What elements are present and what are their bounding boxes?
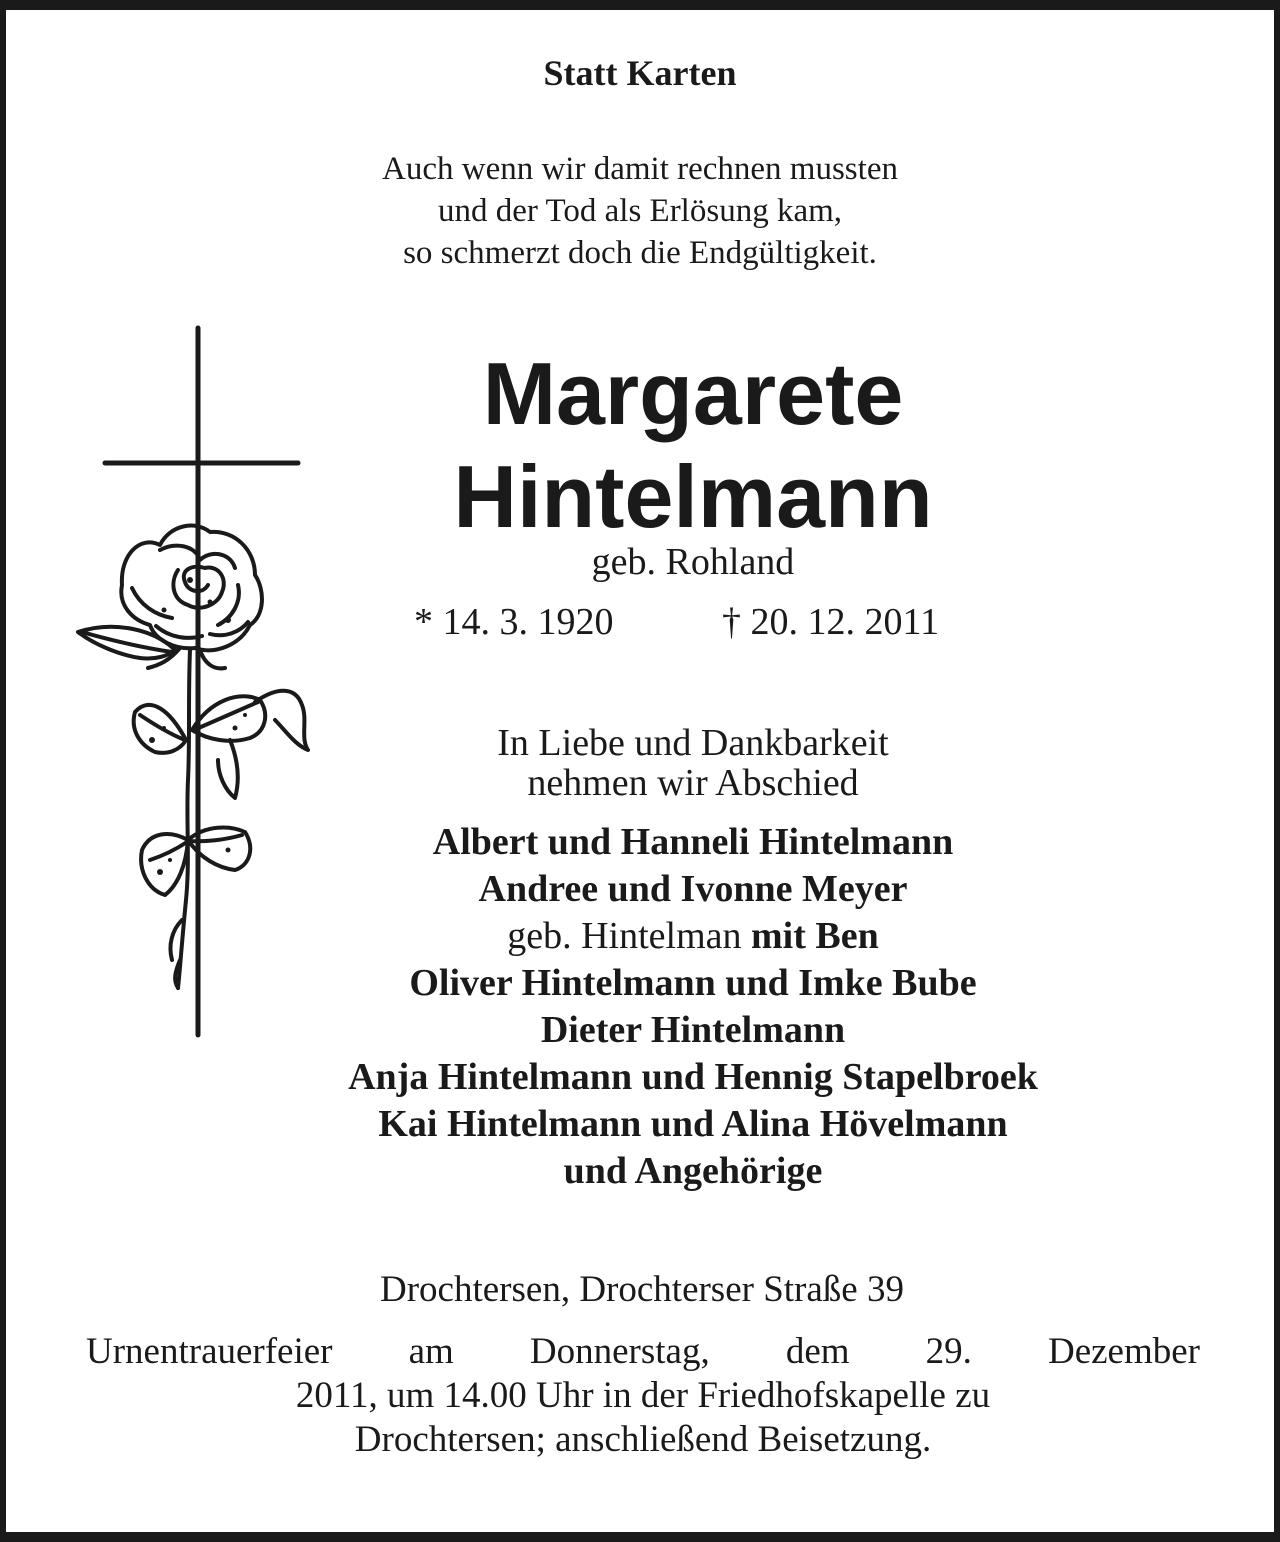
service-info [86,1330,1200,1462]
service-line-2: 2011, um 14.00 Uhr in der Friedhofskapelle zu [295,1375,991,1416]
mourner-line-3-plain: geb. Hintelman [507,915,742,957]
deceased-first-name: Margarete [482,344,904,443]
birth-name: geb. Rohland [591,541,795,583]
farewell-line-2: nehmen wir Abschied [527,762,859,804]
birth-date: * 14. 3. 1920 [414,601,614,643]
notice-header: Statt Karten [543,53,737,93]
quote-line-1: Auch wenn wir damit rechnen mussten [382,151,898,187]
farewell-line-1: In Liebe und Dankbarkeit [497,722,889,764]
quote-line-2: und der Tod als Erlösung kam, [437,193,843,229]
mourner-line-4: Oliver Hintelmann und Imke Bube [409,962,977,1004]
service-line-3: Drochtersen; anschließend Beisetzung. [354,1419,932,1460]
mourner-line-1: Albert und Hanneli Hintelmann [432,821,954,863]
mourner-line-5: Dieter Hintelmann [540,1009,846,1051]
mourner-line-2: Andree und Ivonne Meyer [478,868,908,910]
death-date: † 20. 12. 2011 [722,601,940,643]
mourner-line-7: Kai Hintelmann und Alina Hövelmann [378,1103,1008,1145]
quote-line-3: so schmerzt doch die Endgültigkeit. [403,235,877,271]
deceased-last-name: Hintelmann [453,447,933,546]
mourner-line-3 [240,912,1146,960]
service-line-1: Urnentrauerfeier am Donnerstag, dem 29. Dezember [86,1331,1200,1372]
mourner-line-6: Anja Hintelmann und Hennig Stapelbroek [348,1056,1038,1098]
address: Drochtersen, Drochterser Straße 39 [380,1269,904,1310]
mourner-line-3-bold: mit Ben [741,915,879,957]
mourner-line-8: und Angehörige [563,1150,823,1192]
